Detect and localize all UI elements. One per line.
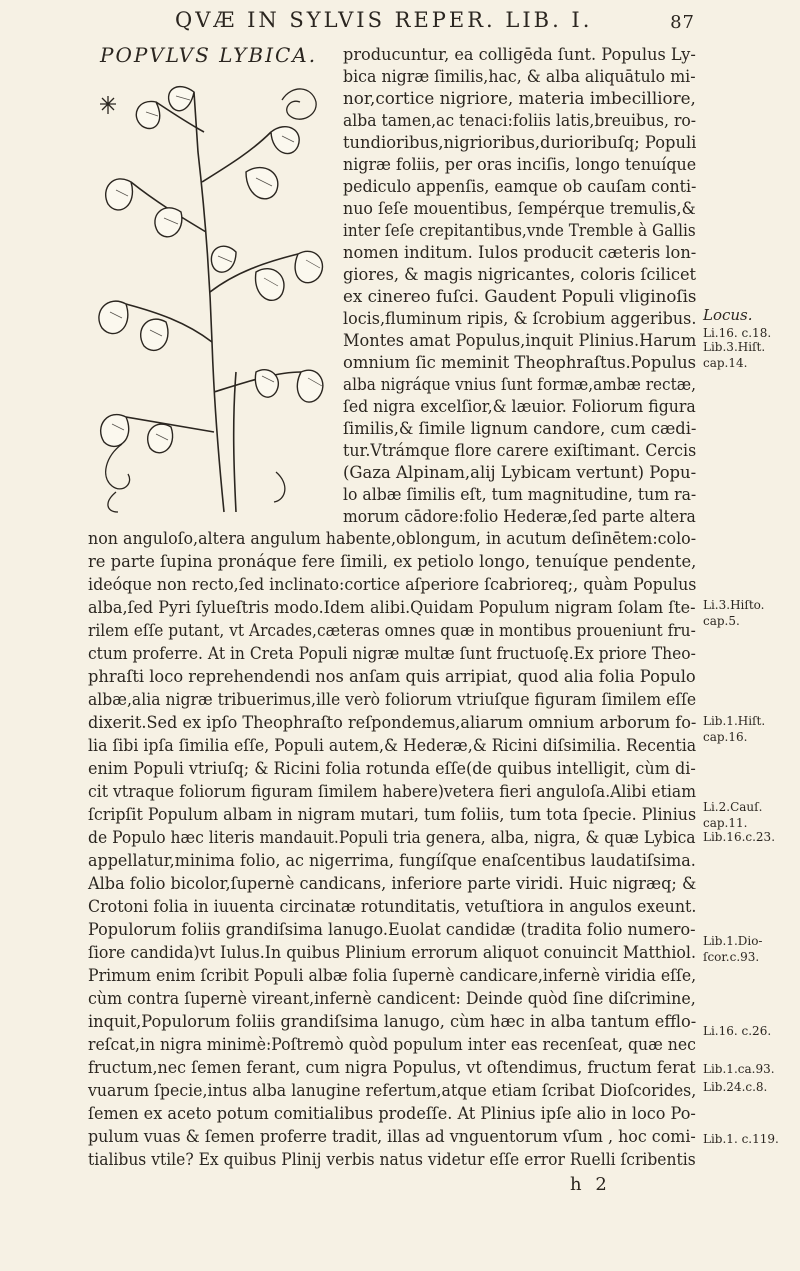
text-line: morum cādore:folio Hederæ,ſed parte altera <box>343 507 696 527</box>
text-line: pediculo appenſis, eamque ob cauſam conti- <box>343 177 697 197</box>
text-line: Primum enim ſcribit Populi albæ folia ſupernè candicare,infernè viridia eſſe, <box>88 966 697 986</box>
text-line: enim Populi vtriuſq; & Ricini folia rotunda eſſe(de quibus intelligit, cùm di- <box>88 759 696 779</box>
text-line: cùm contra ſupernè vireant,infernè candicent: Deinde quòd ſine diſcrimine, <box>88 989 696 1009</box>
poplar-plant-illustration <box>86 72 331 517</box>
text-line: appellatur,minima folio, ac nigerrima, fungíſque enaſcentibus laudatiſsima. <box>88 851 696 871</box>
text-line: Montes amat Populus,inquit Plinius.Harum <box>343 331 697 351</box>
text-line: cit vtraque foliorum figuram ſimilem habere)vetera fieri anguloſa.Alibi etiam <box>88 782 696 802</box>
text-line: locis,fluminum ripis, & ſcrobium aggeribus. <box>343 309 697 329</box>
margin-note: cap.16. <box>703 730 748 744</box>
text-line: dixerit.Sed ex ipſo Theophraſto reſpondemus,aliarum omnium arborum fo- <box>88 713 697 733</box>
text-line: tur.Vtrámque flore carere exiſtimant. Cercis <box>343 441 697 461</box>
text-line: (Gaza Alpinam,alij Lybicam vertunt) Popu- <box>343 463 697 483</box>
margin-note: cap.5. <box>703 614 740 628</box>
text-line: Crotoni folia in iuuenta circinatæ rotunditatis, vetuſtiora in angulos exeunt. <box>88 897 697 917</box>
text-line: nomen inditum. Iulos producit cæteris lon- <box>343 243 697 263</box>
margin-note: Locus. <box>703 306 753 324</box>
text-line: alba tamen,ac tenaci:foliis latis,breuibus, ro- <box>343 111 697 131</box>
text-line: vuarum ſpecie,intus alba lanugine refertum,atque etiam ſcribat Dioſcorides, <box>88 1081 697 1101</box>
margin-note: Li.3.Hiſto. <box>703 598 765 612</box>
text-line: alba nigráque vnius ſunt formæ,ambæ rectæ, <box>343 375 696 395</box>
text-line: producuntur, ea colligēda ſunt. Populus Ly- <box>343 45 696 65</box>
text-line: ex cinereo fuſci. Gaudent Populi vliginoſis <box>343 287 697 307</box>
margin-note: Lib.3.Hiſt. <box>703 340 766 354</box>
page-number: 87 <box>670 12 695 33</box>
margin-note: cap.11. <box>703 816 748 830</box>
margin-note: Li.16. c.26. <box>703 1024 772 1038</box>
text-line: ſed nigra excelſior,& læuior. Foliorum figura <box>343 397 696 417</box>
text-line: tundioribus,nigrioribus,durioribuſq; Populi <box>343 133 697 153</box>
text-line: ſiore candida)vt Iulus.In quibus Plinium errorum aliquot conuincit Matthiol. <box>88 943 696 963</box>
margin-note: Lib.1. c.119. <box>703 1132 779 1146</box>
text-line: rilem eſſe putant, vt Arcades,cæteras omnes quæ in montibus proueniunt fru- <box>88 621 696 641</box>
text-line: phraſti loco reprehendendi nos anſam quis arripiat, quod alia folia Populo <box>88 667 696 687</box>
text-line: bica nigræ ſimilis,hac, & alba aliquātulo mi- <box>343 67 696 87</box>
text-line: Alba folio bicolor,ſupernè candicans, inferiore parte viridi. Huic nigræq; & <box>88 874 697 894</box>
margin-note: Lib.16.c.23. <box>703 830 776 844</box>
text-line: non anguloſo,altera angulum habente,oblongum, in acutum deſinētem:colo- <box>88 529 697 549</box>
text-line: reſcat,in nigra minimè:Poſtremò quòd populum inter eas recenſeat, quæ nec <box>88 1035 696 1055</box>
text-line: ctum proferre. At in Creta Populi nigræ multæ ſunt fructuoſę.Ex priore Theo- <box>88 644 696 664</box>
text-line: giores, & magis nigricantes, coloris ſcilicet <box>343 265 697 285</box>
running-head <box>175 8 695 32</box>
text-line: omnium ſic meminit Theophraſtus.Populus <box>343 353 697 373</box>
margin-note: Lib.1.ca.93. <box>703 1062 775 1076</box>
margin-note: Li.2.Cauſ. <box>703 800 763 814</box>
signature-mark: h 2 <box>570 1174 611 1195</box>
text-line: ideóque non recto,ſed inclinato:cortice aſperiore ſcabrioreq;, quàm Populus <box>88 575 697 595</box>
section-heading: POPVLVS LYBICA. <box>100 43 318 67</box>
margin-note: cap.14. <box>703 356 748 370</box>
text-line: lia ſibi ipſa ſimilia eſſe, Populi autem,& Hederæ,& Ricini diſsimilia. Recentia <box>88 736 697 756</box>
text-line: tialibus vtile? Ex quibus Plinij verbis natus videtur eſſe error Ruelli ſcribentis <box>88 1150 696 1170</box>
text-line: ſcripſit Populum albam in nigram mutari, tum foliis, tum tota ſpecie. Plinius <box>88 805 697 825</box>
text-line: albæ,alia nigræ tribuerimus,ille verò foliorum vtriuſque figuram ſimilem eſſe <box>88 690 697 710</box>
text-line: nuo ſeſe mouentibus, ſempérque tremulis,& <box>343 199 696 219</box>
margin-note: Lib.24.c.8. <box>703 1080 768 1094</box>
margin-note: Li.16. c.18. <box>703 326 772 340</box>
text-line: ſemen ex aceto potum comitialibus prodeſſe. At Plinius ipſe alio in loco Po- <box>88 1104 696 1124</box>
text-line: alba,ſed Pyri ſylueſtris modo.Idem alibi.Quidam Populum nigram ſolam ſte- <box>88 598 696 618</box>
text-line: Populorum foliis grandiſsima lanugo.Euolat candidæ (tradita folio numero- <box>88 920 696 940</box>
text-line: re parte ſupina pronáque fere ſimili, ex petiolo longo, tenuíque pendente, <box>88 552 697 572</box>
text-line: inter ſeſe crepitantibus,vnde Tremble à Gallis <box>343 221 696 241</box>
text-line: nigræ foliis, per oras inciſis, longo tenuíque <box>343 155 697 175</box>
text-line: lo albæ ſimilis eſt, tum magnitudine, tum ra- <box>343 485 697 505</box>
margin-note: Lib.1.Dio- <box>703 934 763 948</box>
text-line: inquit,Populorum foliis grandiſsima lanugo, cùm hæc in alba tantum efflo- <box>88 1012 697 1032</box>
margin-note: ſcor.c.93. <box>703 950 760 964</box>
margin-note: Lib.1.Hiſt. <box>703 714 766 728</box>
text-line: ſimilis,& ſimile lignum candore, cum cædi- <box>343 419 697 439</box>
text-line: de Populo hæc literis mandauit.Populi tria genera, alba, nigra, & quæ Lybica <box>88 828 696 848</box>
text-line: nor,cortice nigriore, materia imbecilliore, <box>343 89 696 109</box>
text-line: fructum,nec ſemen ferant, cum nigra Populus, vt oſtendimus, fructum ferat <box>88 1058 696 1078</box>
running-head-title: QVÆ IN SYLVIS REPER. LIB. I. <box>175 8 593 32</box>
text-line: pulum vuas & ſemen proferre tradit, illas ad vnguentorum vſum , hoc comi- <box>88 1127 696 1147</box>
